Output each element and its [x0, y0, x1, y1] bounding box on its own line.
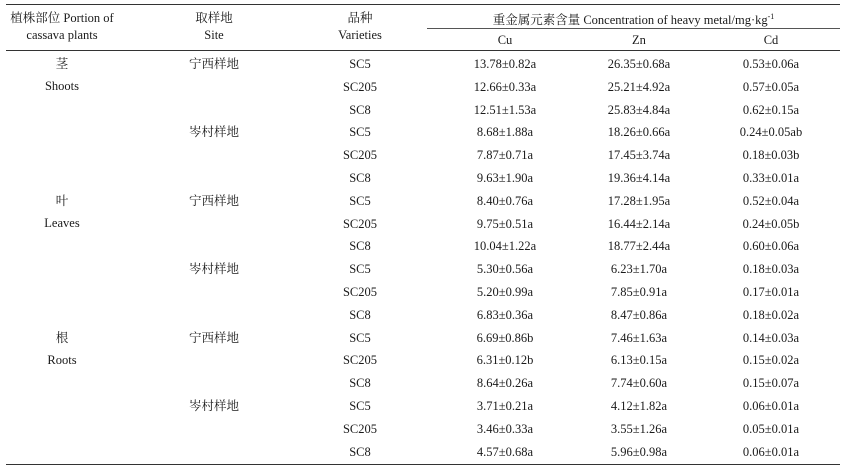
zn-cell: 18.77±2.44a — [607, 239, 671, 254]
cu-cell: 3.71±0.21a — [476, 399, 534, 413]
zn-cell: 5.96±0.98a — [610, 444, 668, 459]
cd-cell: 0.18±0.03a — [742, 262, 800, 277]
variety-cell: SC205 — [342, 421, 378, 436]
zn-cell: 8.47±0.86a — [610, 307, 668, 322]
variety-cell: SC8 — [349, 239, 371, 254]
cd-cell: 0.06±0.01a — [742, 399, 800, 413]
cu-cell: 10.04±1.22a — [473, 239, 537, 254]
cu-cell: 8.68±1.88a — [476, 125, 534, 140]
cd-cell: 0.15±0.02a — [742, 353, 800, 368]
cu-cell: 6.69±0.86b — [476, 330, 534, 345]
variety-cell: SC205 — [342, 148, 378, 163]
variety-cell: SC5 — [349, 193, 371, 208]
cd-cell: 0.24±0.05ab — [739, 125, 803, 140]
header-concentration — [427, 8, 840, 29]
zn-cell: 7.46±1.63a — [610, 330, 668, 345]
variety-cell: SC5 — [349, 57, 371, 71]
variety-cell: SC8 — [349, 171, 371, 185]
cd-cell: 0.18±0.03b — [742, 148, 800, 163]
variety-cell: SC5 — [349, 330, 371, 345]
cd-cell: 0.06±0.01a — [742, 444, 800, 459]
zn-cell: 25.83±4.84a — [607, 102, 671, 117]
zn-cell: 4.12±1.82a — [610, 399, 668, 413]
header-variety — [304, 10, 416, 44]
header-site-line1: 取样地 — [195, 11, 233, 25]
cd-cell: 0.24±0.05b — [742, 216, 800, 231]
site-label: 宁西样地 — [188, 194, 239, 208]
variety-cell: SC5 — [349, 262, 371, 277]
cd-cell: 0.53±0.06a — [742, 57, 800, 71]
header-variety-line2: Varieties — [338, 28, 382, 42]
cd-cell: 0.57±0.05a — [742, 79, 800, 94]
bottom-rule — [6, 464, 840, 465]
variety-cell: SC205 — [342, 79, 378, 94]
cu-cell: 3.46±0.33a — [476, 421, 534, 436]
zn-cell: 17.45±3.74a — [607, 148, 671, 163]
site-label: 宁西样地 — [188, 331, 239, 345]
zn-cell: 3.55±1.26a — [610, 421, 668, 436]
variety-cell: SC8 — [349, 102, 371, 117]
top-rule — [6, 4, 840, 5]
cd-cell: 0.14±0.03a — [742, 330, 800, 345]
portion-zh: 叶 — [55, 194, 69, 208]
zn-cell: 26.35±0.68a — [607, 57, 671, 71]
cd-cell: 0.52±0.04a — [742, 193, 800, 208]
zn-cell: 25.21±4.92a — [607, 79, 671, 94]
zn-cell: 7.85±0.91a — [610, 285, 668, 299]
zn-cell: 6.23±1.70a — [610, 262, 668, 277]
site-label: 岑村样地 — [188, 399, 239, 413]
variety-cell: SC205 — [342, 353, 378, 368]
variety-cell: SC5 — [349, 125, 371, 140]
header-cu: Cu — [497, 33, 513, 47]
cu-cell: 5.20±0.99a — [476, 285, 534, 299]
header-portion-line2: cassava plants — [26, 28, 98, 42]
variety-cell: SC8 — [349, 444, 371, 459]
variety-cell: SC205 — [342, 285, 378, 299]
zn-cell: 17.28±1.95a — [607, 193, 671, 208]
cu-cell: 13.78±0.82a — [473, 57, 537, 71]
site-label: 宁西样地 — [188, 57, 239, 71]
header-site — [154, 10, 274, 44]
site-label: 岑村样地 — [188, 262, 239, 276]
cu-cell: 8.40±0.76a — [476, 193, 534, 208]
site-label: 岑村样地 — [188, 125, 239, 139]
cu-cell: 7.87±0.71a — [476, 148, 534, 163]
cd-cell: 0.15±0.07a — [742, 376, 800, 391]
header-rule — [6, 50, 840, 51]
zn-cell: 16.44±2.14a — [607, 216, 671, 231]
cd-cell: 0.62±0.15a — [742, 102, 800, 117]
cd-cell: 0.33±0.01a — [742, 171, 800, 185]
zn-cell: 19.36±4.14a — [607, 171, 671, 185]
cd-cell: 0.17±0.01a — [742, 285, 800, 299]
header-portion-line1: 植株部位 Portion of — [10, 11, 114, 25]
zn-cell: 7.74±0.60a — [610, 376, 668, 391]
cu-cell: 12.51±1.53a — [473, 102, 537, 117]
header-cd: Cd — [763, 33, 779, 47]
header-portion — [6, 10, 118, 44]
portion-en: Leaves — [44, 216, 80, 230]
header-concentration-text: 重金属元素含量 Concentration of heavy metal/mg·kg — [492, 13, 768, 27]
cu-cell: 9.75±0.51a — [476, 216, 534, 231]
cu-cell: 5.30±0.56a — [476, 262, 534, 277]
cu-cell: 4.57±0.68a — [476, 444, 534, 459]
cu-cell: 6.83±0.36a — [476, 307, 534, 322]
header-variety-line1: 品种 — [347, 11, 373, 25]
cd-cell: 0.18±0.02a — [742, 307, 800, 322]
portion-zh: 茎 — [55, 57, 69, 71]
zn-cell: 6.13±0.15a — [610, 353, 668, 368]
variety-cell: SC8 — [349, 307, 371, 322]
portion-zh: 根 — [55, 331, 69, 345]
header-site-line2: Site — [204, 28, 224, 42]
cd-cell: 0.05±0.01a — [742, 421, 800, 436]
cu-cell: 6.31±0.12b — [476, 353, 534, 368]
zn-cell: 18.26±0.66a — [607, 125, 671, 140]
header-concentration-unit-sup: -1 — [767, 12, 775, 21]
portion-en: Roots — [47, 353, 77, 367]
cd-cell: 0.60±0.06a — [742, 239, 800, 254]
cu-cell: 8.64±0.26a — [476, 376, 534, 391]
cu-cell: 12.66±0.33a — [473, 79, 537, 94]
variety-cell: SC5 — [349, 399, 371, 413]
portion-en: Shoots — [44, 79, 80, 93]
variety-cell: SC205 — [342, 216, 378, 231]
variety-cell: SC8 — [349, 376, 371, 391]
header-zn: Zn — [632, 33, 646, 47]
cu-cell: 9.63±1.90a — [476, 171, 534, 185]
